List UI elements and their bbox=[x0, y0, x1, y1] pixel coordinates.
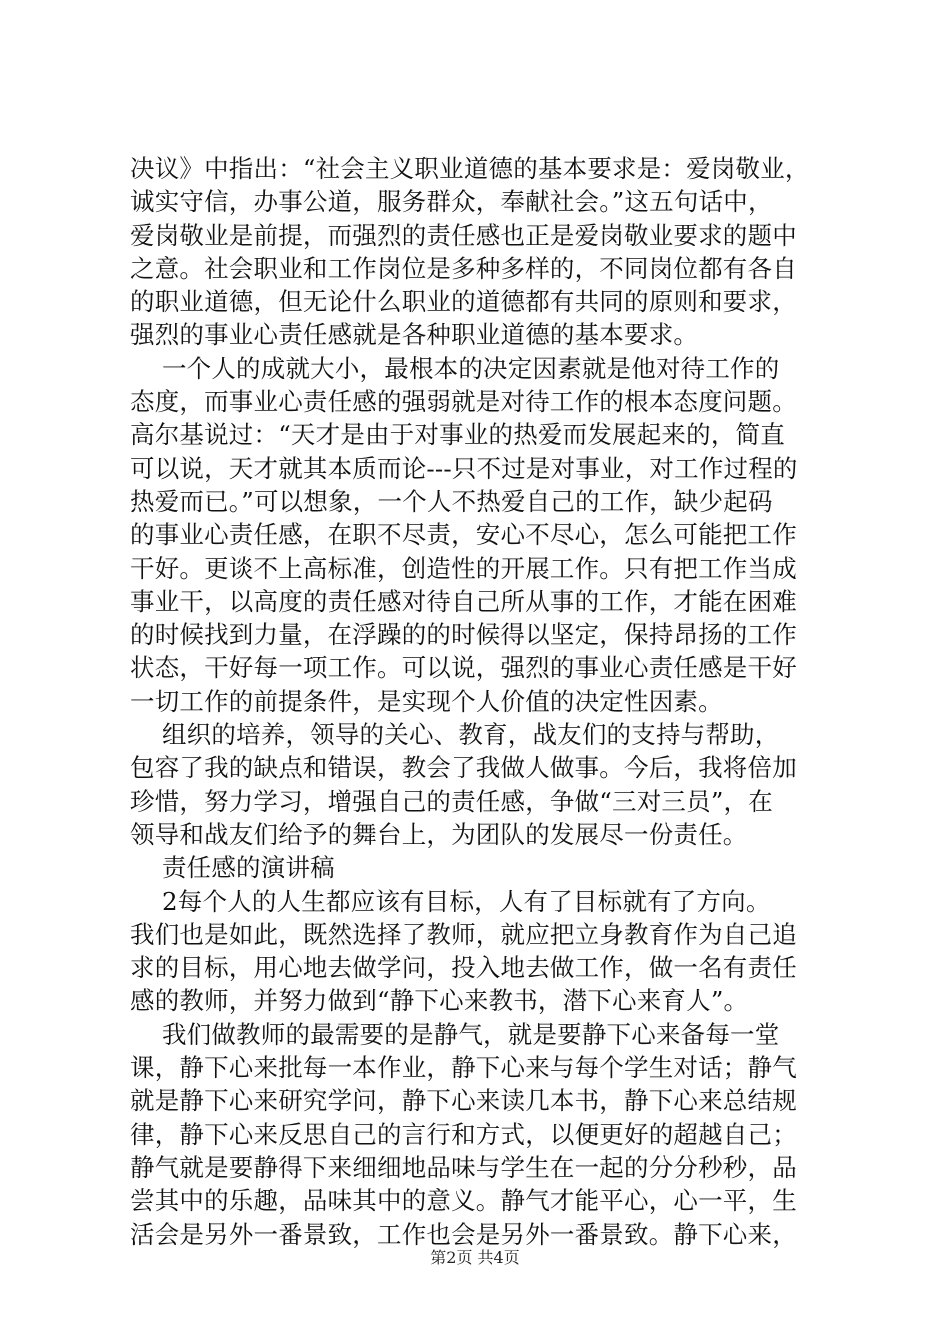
text-line: 一切工作的前提条件，是实现个人价值的决定性因素。 bbox=[130, 686, 723, 716]
text-line: 包容了我的缺点和错误，教会了我做人做事。今后，我将倍加 bbox=[130, 753, 797, 783]
text-line: 状态，干好每一项工作。可以说，强烈的事业心责任感是干好 bbox=[130, 653, 797, 683]
text-line: 一个人的成就大小，最根本的决定因素就是他对待工作的 bbox=[130, 353, 780, 383]
text-line: 高尔基说过：“天才是由于对事业的热爱而发展起来的，简直 bbox=[130, 420, 785, 450]
text-line: 热爱而已。”可以想象，一个人不热爱自己的工作，缺少起码 bbox=[130, 486, 773, 516]
text-line: 2每个人的人生都应该有目标，人有了目标就有了方向。 bbox=[130, 886, 771, 916]
text-line: 态度，而事业心责任感的强弱就是对待工作的根本态度问题。 bbox=[130, 387, 797, 417]
text-line: 感的教师，并努力做到“静下心来教书，潜下心来育人”。 bbox=[130, 986, 749, 1016]
text-line: 的时候找到力量，在浮躁的的时候得以坚定，保持昂扬的工作 bbox=[130, 620, 797, 650]
text-line: 爱岗敬业是前提，而强烈的责任感也正是爱岗敬业要求的题中 bbox=[130, 220, 797, 250]
section-heading: 责任感的演讲稿 bbox=[130, 853, 335, 883]
text-line: 尝其中的乐趣，品味其中的意义。静气才能平心，心一平，生 bbox=[130, 1186, 797, 1216]
text-line: 珍惜，努力学习，增强自己的责任感，争做“三对三员”，在 bbox=[130, 786, 773, 816]
text-line: 领导和战友们给予的舞台上，为团队的发展尽一份责任。 bbox=[130, 819, 748, 849]
text-line: 就是静下心来研究学问，静下心来读几本书，静下心来总结规 bbox=[130, 1086, 797, 1116]
text-line: 我们做教师的最需要的是静气，就是要静下心来备每一堂 bbox=[130, 1019, 780, 1049]
text-line: 干好。更谈不上高标准，创造性的开展工作。只有把工作当成 bbox=[130, 553, 797, 583]
text-line: 可以说，天才就其本质而论---只不过是对事业，对工作过程的 bbox=[130, 453, 798, 483]
text-line: 静气就是要静得下来细细地品味与学生在一起的分分秒秒，品 bbox=[130, 1152, 797, 1182]
text-line: 活会是另外一番景致，工作也会是另外一番景致。静下心来， bbox=[130, 1219, 797, 1249]
text-line: 事业干，以高度的责任感对待自己所从事的工作，才能在困难 bbox=[130, 586, 797, 616]
text-line: 的职业道德，但无论什么职业的道德都有共同的原则和要求， bbox=[130, 287, 797, 317]
text-line: 决议》中指出：“社会主义职业道德的基本要求是：爱岗敬业， bbox=[130, 154, 810, 183]
text-line: 我们也是如此，既然选择了教师，就应把立身教育作为自己追 bbox=[130, 919, 797, 949]
text-line: 强烈的事业心责任感就是各种职业道德的基本要求。 bbox=[130, 320, 699, 350]
text-line: 课，静下心来批每一本作业，静下心来与每个学生对话；静气 bbox=[130, 1053, 797, 1083]
text-line: 的事业心责任感，在职不尽责，安心不尽心，怎么可能把工作 bbox=[130, 520, 797, 550]
text-line: 之意。社会职业和工作岗位是多种多样的，不同岗位都有各自 bbox=[130, 253, 797, 283]
page-footer: 第2页 共4页 bbox=[430, 1248, 520, 1267]
text-line: 诚实守信，办事公道，服务群众，奉献社会。”这五句话中， bbox=[130, 187, 773, 217]
text-line: 求的目标，用心地去做学问，投入地去做工作，做一名有责任 bbox=[130, 953, 797, 983]
text-line: 律，静下心来反思自己的言行和方式，以便更好的超越自己； bbox=[130, 1119, 797, 1149]
text-line: 组织的培养，领导的关心、教育，战友们的支持与帮助， bbox=[130, 720, 780, 750]
body-text bbox=[130, 152, 830, 1251]
